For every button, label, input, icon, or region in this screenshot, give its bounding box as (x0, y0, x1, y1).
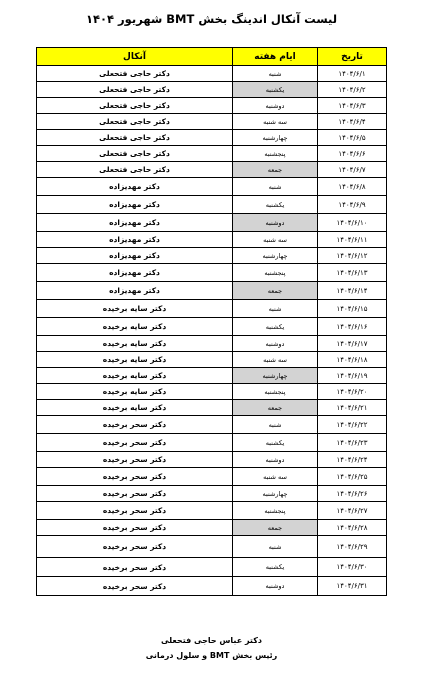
table-body (37, 66, 387, 596)
oncall-name-cell: دکتر سایه برخیده (37, 384, 233, 400)
oncall-name-cell: دکتر سحر برخیده (37, 468, 233, 486)
table-row (37, 384, 387, 400)
table-row (37, 178, 387, 196)
weekday-cell: سه شنبه (233, 232, 318, 248)
date-cell: ۱۴۰۴/۶/۲۴ (318, 452, 387, 468)
oncall-name-cell: دکتر سحر برخیده (37, 558, 233, 577)
date-cell: ۱۴۰۴/۶/۲ (318, 82, 387, 98)
table-row (37, 232, 387, 248)
table-row (37, 214, 387, 232)
date-cell: ۱۴۰۴/۶/۲۷ (318, 502, 387, 520)
header-oncall: آنکال (37, 48, 233, 66)
weekday-cell: سه شنبه (233, 468, 318, 486)
weekday-cell: جمعه (233, 520, 318, 536)
weekday-cell: دوشنبه (233, 98, 318, 114)
table-row (37, 486, 387, 502)
oncall-table (36, 47, 387, 596)
oncall-name-cell: دکتر مهدیزاده (37, 264, 233, 282)
weekday-cell: شنبه (233, 66, 318, 82)
table-row (37, 114, 387, 130)
table-header-row (37, 48, 387, 66)
date-cell: ۱۴۰۴/۶/۲۹ (318, 536, 387, 558)
date-cell: ۱۴۰۴/۶/۱۸ (318, 352, 387, 368)
oncall-name-cell: دکتر مهدیزاده (37, 178, 233, 196)
oncall-name-cell: دکتر سحر برخیده (37, 452, 233, 468)
date-cell: ۱۴۰۴/۶/۷ (318, 162, 387, 178)
table-row (37, 434, 387, 452)
header-date: تاریخ (318, 48, 387, 66)
date-cell: ۱۴۰۴/۶/۲۲ (318, 416, 387, 434)
oncall-name-cell: دکتر سایه برخیده (37, 300, 233, 318)
oncall-name-cell: دکتر مهدیزاده (37, 196, 233, 214)
weekday-cell: پنجشنبه (233, 146, 318, 162)
weekday-cell: جمعه (233, 162, 318, 178)
table-row (37, 520, 387, 536)
weekday-cell: یکشنبه (233, 558, 318, 577)
date-cell: ۱۴۰۴/۶/۱ (318, 66, 387, 82)
oncall-name-cell: دکتر حاجی فتحعلی (37, 98, 233, 114)
oncall-name-cell: دکتر سایه برخیده (37, 400, 233, 416)
oncall-name-cell: دکتر حاجی فتحعلی (37, 82, 233, 98)
date-cell: ۱۴۰۴/۶/۱۹ (318, 368, 387, 384)
weekday-cell: شنبه (233, 300, 318, 318)
oncall-name-cell: دکتر سحر برخیده (37, 486, 233, 502)
weekday-cell: چهارشنبه (233, 130, 318, 146)
weekday-cell: شنبه (233, 536, 318, 558)
table-row (37, 416, 387, 434)
table-row (37, 66, 387, 82)
oncall-name-cell: دکتر مهدیزاده (37, 232, 233, 248)
date-cell: ۱۴۰۴/۶/۴ (318, 114, 387, 130)
weekday-cell: یکشنبه (233, 82, 318, 98)
date-cell: ۱۴۰۴/۶/۱۳ (318, 264, 387, 282)
weekday-cell: یکشنبه (233, 434, 318, 452)
date-cell: ۱۴۰۴/۶/۲۰ (318, 384, 387, 400)
oncall-name-cell: دکتر سحر برخیده (37, 577, 233, 596)
weekday-cell: شنبه (233, 416, 318, 434)
weekday-cell: پنجشنبه (233, 264, 318, 282)
oncall-name-cell: دکتر سحر برخیده (37, 502, 233, 520)
date-cell: ۱۴۰۴/۶/۱۴ (318, 282, 387, 300)
weekday-cell: شنبه (233, 178, 318, 196)
weekday-cell: چهارشنبه (233, 486, 318, 502)
table-row (37, 558, 387, 577)
date-cell: ۱۴۰۴/۶/۶ (318, 146, 387, 162)
date-cell: ۱۴۰۴/۶/۳۱ (318, 577, 387, 596)
header-weekday: ایام هفته (233, 48, 318, 66)
date-cell: ۱۴۰۴/۶/۱۵ (318, 300, 387, 318)
page-title: لیست آنکال اندینگ بخش BMT شهریور ۱۴۰۴ (85, 12, 338, 26)
table-row (37, 146, 387, 162)
weekday-cell: یکشنبه (233, 196, 318, 214)
weekday-cell: دوشنبه (233, 577, 318, 596)
date-cell: ۱۴۰۴/۶/۲۵ (318, 468, 387, 486)
oncall-name-cell: دکتر حاجی فتحعلی (37, 130, 233, 146)
table-row (37, 196, 387, 214)
table-row (37, 264, 387, 282)
oncall-name-cell: دکتر مهدیزاده (37, 214, 233, 232)
oncall-name-cell: دکتر سحر برخیده (37, 536, 233, 558)
oncall-name-cell: دکتر سایه برخیده (37, 352, 233, 368)
weekday-cell: چهارشنبه (233, 248, 318, 264)
weekday-cell: سه شنبه (233, 352, 318, 368)
table-row (37, 502, 387, 520)
table-row (37, 300, 387, 318)
oncall-name-cell: دکتر حاجی فتحعلی (37, 66, 233, 82)
table-row (37, 400, 387, 416)
oncall-name-cell: دکتر حاجی فتحعلی (37, 114, 233, 130)
table-row (37, 368, 387, 384)
date-cell: ۱۴۰۴/۶/۹ (318, 196, 387, 214)
table-row (37, 130, 387, 146)
weekday-cell: دوشنبه (233, 336, 318, 352)
date-cell: ۱۴۰۴/۶/۱۰ (318, 214, 387, 232)
oncall-name-cell: دکتر حاجی فتحعلی (37, 146, 233, 162)
oncall-name-cell: دکتر مهدیزاده (37, 282, 233, 300)
table-row (37, 162, 387, 178)
oncall-name-cell: دکتر سایه برخیده (37, 318, 233, 336)
oncall-name-cell: دکتر سحر برخیده (37, 520, 233, 536)
signer-role: رئیس بخش BMT و سلول درمانی (145, 651, 278, 660)
weekday-cell: یکشنبه (233, 318, 318, 336)
date-cell: ۱۴۰۴/۶/۲۳ (318, 434, 387, 452)
weekday-cell: دوشنبه (233, 452, 318, 468)
date-cell: ۱۴۰۴/۶/۱۲ (318, 248, 387, 264)
table-row (37, 452, 387, 468)
weekday-cell: سه شنبه (233, 114, 318, 130)
date-cell: ۱۴۰۴/۶/۱۶ (318, 318, 387, 336)
weekday-cell: پنجشنبه (233, 384, 318, 400)
date-cell: ۱۴۰۴/۶/۳۰ (318, 558, 387, 577)
table-row (37, 318, 387, 336)
weekday-cell: چهارشنبه (233, 368, 318, 384)
signer-name: دکتر عباس حاجی فتحعلی (161, 636, 262, 645)
table-row (37, 98, 387, 114)
date-cell: ۱۴۰۴/۶/۲۸ (318, 520, 387, 536)
table-row (37, 336, 387, 352)
oncall-name-cell: دکتر سایه برخیده (37, 368, 233, 384)
date-cell: ۱۴۰۴/۶/۳ (318, 98, 387, 114)
weekday-cell: دوشنبه (233, 214, 318, 232)
weekday-cell: جمعه (233, 282, 318, 300)
date-cell: ۱۴۰۴/۶/۲۱ (318, 400, 387, 416)
date-cell: ۱۴۰۴/۶/۵ (318, 130, 387, 146)
table-row (37, 248, 387, 264)
date-cell: ۱۴۰۴/۶/۲۶ (318, 486, 387, 502)
date-cell: ۱۴۰۴/۶/۸ (318, 178, 387, 196)
table-row (37, 468, 387, 486)
date-cell: ۱۴۰۴/۶/۱۷ (318, 336, 387, 352)
weekday-cell: پنجشنبه (233, 502, 318, 520)
oncall-name-cell: دکتر سحر برخیده (37, 434, 233, 452)
table-row (37, 82, 387, 98)
table-row (37, 536, 387, 558)
table-row (37, 577, 387, 596)
table-row (37, 282, 387, 300)
oncall-name-cell: دکتر مهدیزاده (37, 248, 233, 264)
oncall-name-cell: دکتر سحر برخیده (37, 416, 233, 434)
weekday-cell: جمعه (233, 400, 318, 416)
oncall-name-cell: دکتر حاجی فتحعلی (37, 162, 233, 178)
oncall-name-cell: دکتر سایه برخیده (37, 336, 233, 352)
date-cell: ۱۴۰۴/۶/۱۱ (318, 232, 387, 248)
table-row (37, 352, 387, 368)
